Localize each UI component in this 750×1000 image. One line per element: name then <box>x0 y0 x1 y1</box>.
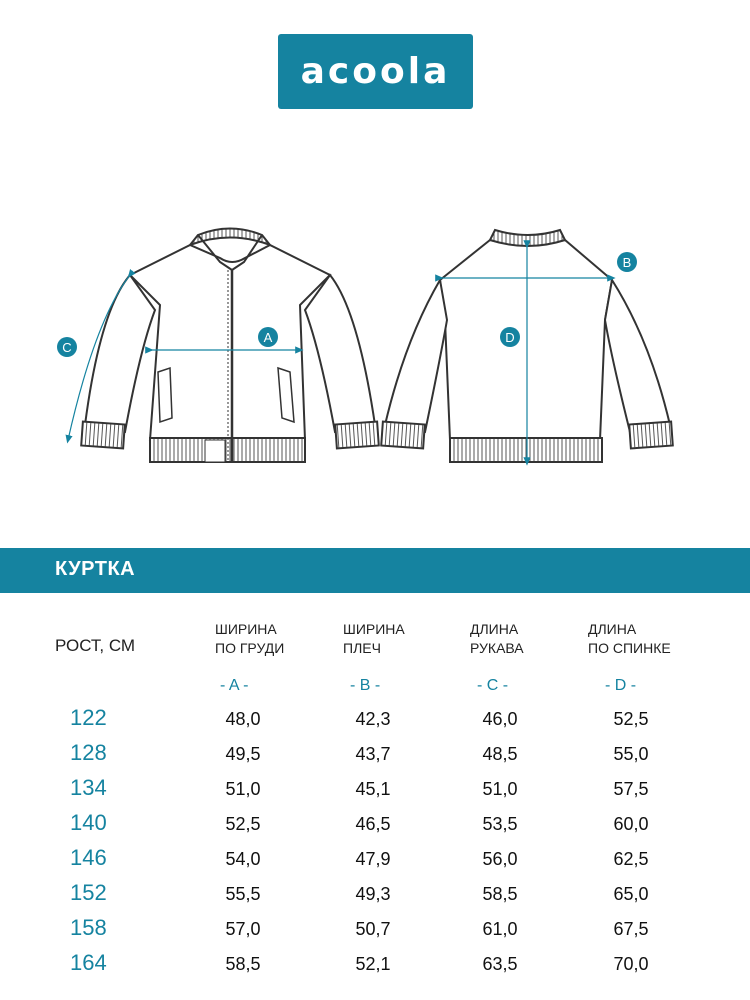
column-letter-d: - D - <box>605 677 637 694</box>
column-header-c-line2: РУКАВА <box>470 640 524 656</box>
table-cell: 46,0 <box>482 709 518 729</box>
table-cell: 70,0 <box>613 954 649 974</box>
table-cell: 58,5 <box>225 954 261 974</box>
table-cell: 49,3 <box>355 884 391 904</box>
section-band <box>0 548 750 593</box>
jacket-technical-drawing <box>0 200 750 500</box>
size-label: 164 <box>70 950 107 975</box>
column-header-d-line1: ДЛИНА <box>588 621 637 637</box>
column-header-b <box>343 620 405 658</box>
marker-c <box>57 337 77 357</box>
table-cell: 55,0 <box>613 744 649 764</box>
size-label: 146 <box>70 845 107 870</box>
marker-c-label: C <box>62 340 72 355</box>
column-letter-c: - C - <box>477 677 509 694</box>
column-header-d-line2: ПО СПИНКЕ <box>588 640 671 656</box>
size-label: 152 <box>70 880 107 905</box>
column-header-d <box>588 620 671 658</box>
table-cell: 61,0 <box>482 919 518 939</box>
column-header-a-line1: ШИРИНА <box>215 621 277 637</box>
table-cell: 53,5 <box>482 814 518 834</box>
table-cell: 51,0 <box>225 779 261 799</box>
table-cell: 60,0 <box>613 814 649 834</box>
size-label: 134 <box>70 775 107 800</box>
table-cell: 45,1 <box>355 779 391 799</box>
table-cell: 48,5 <box>482 744 518 764</box>
table-cell: 63,5 <box>482 954 518 974</box>
column-letter-b: - B - <box>350 677 381 694</box>
column-header-c <box>470 620 524 658</box>
table-cell: 42,3 <box>355 709 391 729</box>
table-cell: 56,0 <box>482 849 518 869</box>
table-cell: 52,1 <box>355 954 391 974</box>
table-cell: 57,0 <box>225 919 261 939</box>
marker-d-label: D <box>505 330 515 345</box>
size-label: 122 <box>70 705 107 730</box>
table-cell: 58,5 <box>482 884 518 904</box>
table-cell: 55,5 <box>225 884 261 904</box>
brand-logo-text: acoola <box>300 51 451 92</box>
table-cell: 67,5 <box>613 919 649 939</box>
column-header-c-line1: ДЛИНА <box>470 621 519 637</box>
marker-b <box>617 252 637 272</box>
size-label: 128 <box>70 740 107 765</box>
table-cell: 50,7 <box>355 919 391 939</box>
table-cell: 52,5 <box>225 814 261 834</box>
table-cell: 46,5 <box>355 814 391 834</box>
table-cell: 48,0 <box>225 709 261 729</box>
table-cell: 43,7 <box>355 744 391 764</box>
column-header-b-line2: ПЛЕЧ <box>343 640 381 656</box>
row-header: РОСТ, СМ <box>55 636 136 655</box>
jacket-front-view <box>81 229 379 463</box>
size-label: 140 <box>70 810 107 835</box>
marker-d <box>500 327 520 347</box>
section-title: КУРТКА <box>55 558 136 580</box>
column-letter-a: - A - <box>220 677 249 694</box>
brand-logo <box>278 34 473 109</box>
size-label: 158 <box>70 915 107 940</box>
marker-b-label: B <box>622 255 632 270</box>
table-cell: 57,5 <box>613 779 649 799</box>
table-cell: 54,0 <box>225 849 261 869</box>
marker-a <box>258 327 278 347</box>
table-cell: 49,5 <box>225 744 261 764</box>
column-header-a <box>215 620 284 658</box>
table-cell: 47,9 <box>355 849 391 869</box>
table-cell: 51,0 <box>482 779 518 799</box>
column-header-a-line2: ПО ГРУДИ <box>215 640 285 656</box>
table-cell: 65,0 <box>613 884 649 904</box>
table-cell: 52,5 <box>613 709 649 729</box>
table-cell: 62,5 <box>613 849 649 869</box>
marker-a-label: A <box>263 330 273 345</box>
column-header-b-line1: ШИРИНА <box>343 621 405 637</box>
